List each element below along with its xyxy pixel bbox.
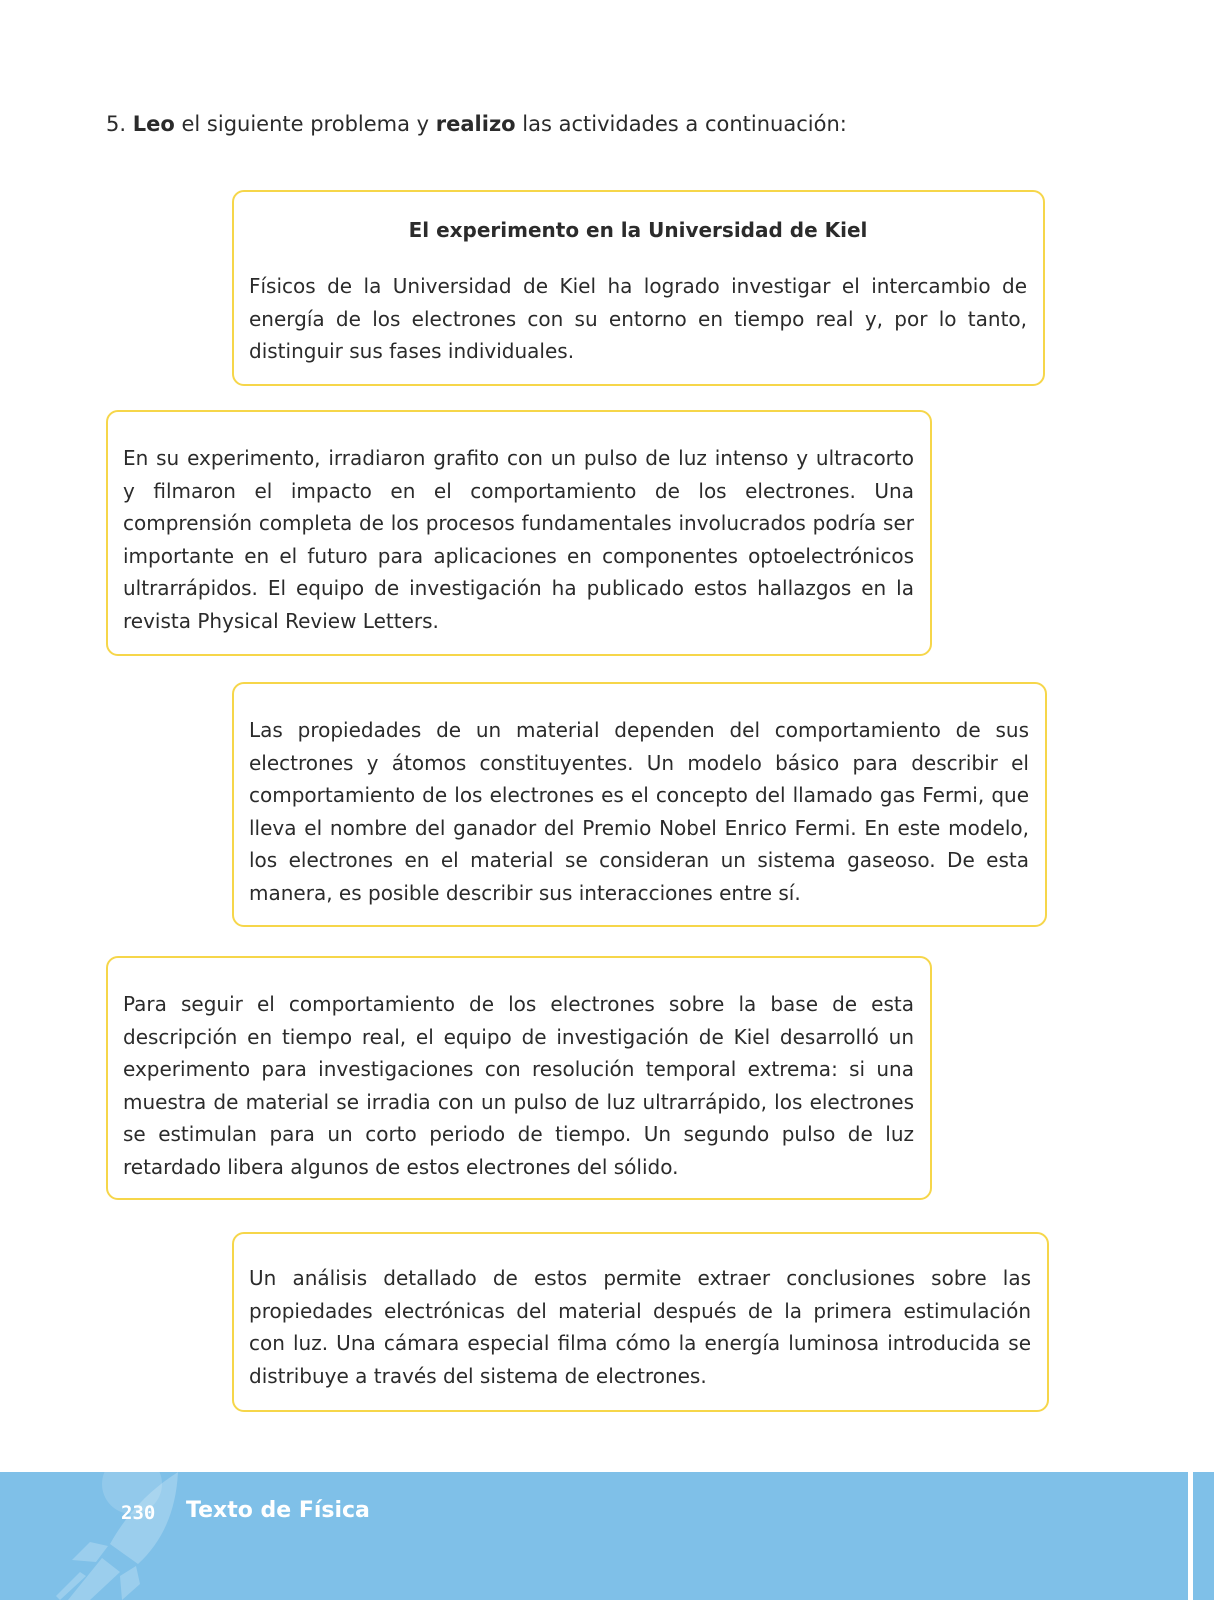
reading-paragraph-4: Para seguir el comportamiento de los electrones sobre la base de esta descripción en tiempo real, el equipo de investigación de Kiel desarrolló un experimento para investigaciones con resolución temporal extrema: si una muestra de material se irradia con un pulso de luz ultrarrápido, los electrones se estimulan para un corto periodo de tiempo. Un segundo pulso de luz retardado libera algunos de estos electrones del sólido. xyxy=(123,992,914,1179)
reading-box-intro xyxy=(232,190,1045,386)
reading-paragraph-5: Un análisis detallado de estos permite extraer conclusiones sobre las propiedades electrónicas del material después de la primera estimulación con luz. Una cámara especial filma cómo la energía luminosa introducida se distribuye a través del sistema de electrones. xyxy=(249,1266,1031,1388)
book-title: Texto de Física xyxy=(186,1498,370,1523)
reading-title: El experimento en la Universidad de Kiel xyxy=(408,218,868,242)
instruction-verb-do: realizo xyxy=(435,112,516,136)
instruction-middle: el siguiente problema y xyxy=(181,112,430,136)
reading-box-fermi-gas xyxy=(232,682,1047,927)
rocket-icon xyxy=(50,1472,190,1600)
reading-box-analysis xyxy=(232,1232,1049,1412)
activity-number: 5. xyxy=(106,112,127,136)
page-number: 230 xyxy=(121,1502,156,1524)
footer-divider xyxy=(1188,1472,1193,1600)
activity-instruction xyxy=(106,108,1106,140)
instruction-end: las actividades a continuación: xyxy=(522,112,847,136)
reading-paragraph-3: Las propiedades de un material dependen del comportamiento de sus electrones y átomos constituyentes. Un modelo básico para describir el comportamiento de los electrones es el concepto del llamado gas Fermi, que lleva el nombre del ganador del Premio Nobel Enrico Fermi. En este modelo, los electrones en el material se consideran un sistema gaseoso. De esta manera, es posible describir sus interacciones entre sí. xyxy=(249,718,1029,905)
reading-box-experiment xyxy=(106,410,932,656)
reading-paragraph-1: Físicos de la Universidad de Kiel ha logrado investigar el intercambio de energía de los electrones con su entorno en tiempo real y, por lo tanto, distinguir sus fases individuales. xyxy=(249,274,1027,363)
reading-box-method xyxy=(106,956,932,1200)
reading-paragraph-2: En su experimento, irradiaron grafito con un pulso de luz intenso y ultracorto y filmaron el impacto en el comportamiento de los electrones. Una comprensión completa de los procesos fundamentales involucrados podría ser importante en el futuro para aplicaciones en componentes optoelectrónicos ultrarrápidos. El equipo de investigación ha publicado estos hallazgos en la revista Physical Review Letters. xyxy=(123,446,914,633)
page-footer xyxy=(0,1472,1214,1600)
instruction-verb-read: Leo xyxy=(132,112,175,136)
